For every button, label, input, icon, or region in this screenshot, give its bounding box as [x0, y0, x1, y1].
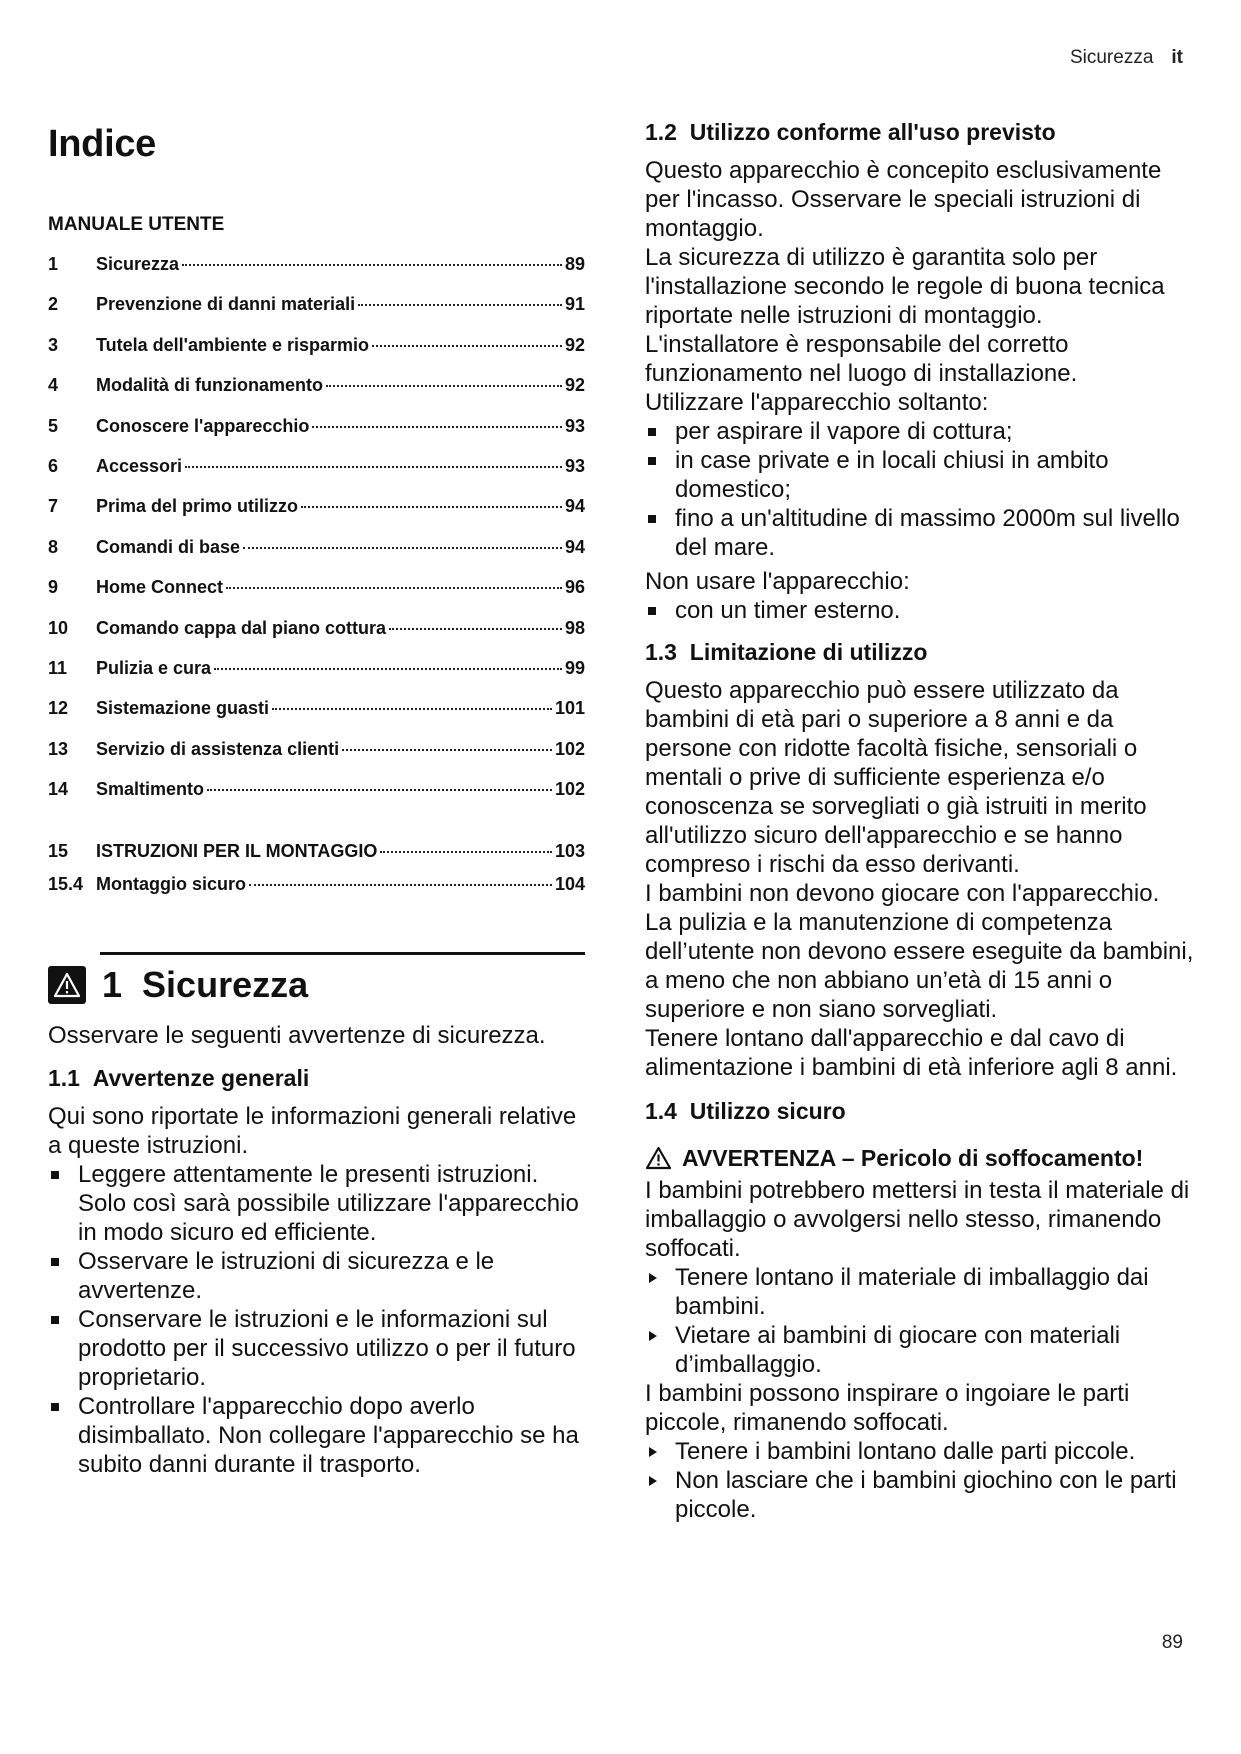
toc-title: Comando cappa dal piano cottura [96, 617, 387, 638]
toc-title: Montaggio sicuro [96, 874, 246, 895]
bullet-list [48, 1160, 585, 1479]
list-item: Tenere lontano il materiale di imballaggio dai bambini. [645, 1263, 1195, 1321]
toc-leader [182, 264, 562, 266]
warning-heading [645, 1144, 1195, 1172]
paragraph: Questo apparecchio è concepito esclusivamente per l'incasso. Osservare le speciali istruzioni di montaggio. [645, 157, 1162, 242]
list-item: Controllare l'apparecchio dopo averlo disimballato. Non collegare l'apparecchio se ha subito danni durante il trasporto. [48, 1392, 585, 1479]
toc-entry[interactable] [48, 737, 585, 777]
section-title: Limitazione di utilizzo [689, 639, 928, 665]
toc-title: Tutela dell'ambiente e risparmio [96, 334, 370, 355]
chapter-rule [100, 952, 585, 955]
toc-title: ISTRUZIONI PER IL MONTAGGIO [96, 841, 378, 862]
toc-num: 11 [48, 657, 68, 678]
toc-num: 4 [48, 375, 59, 396]
list-item: Non lasciare che i bambini giochino con le parti piccole. [645, 1466, 1195, 1524]
list-item: Leggere attentamente le presenti istruzioni. Solo così sarà possibile utilizzare l'apparecchio in modo sicuro ed efficiente. [48, 1160, 585, 1247]
toc-page: 99 [564, 657, 585, 678]
toc-leader [326, 385, 562, 387]
toc-entry[interactable] [48, 414, 585, 454]
paragraph: Qui sono riportate le informazioni generali relative a queste istruzioni. [48, 1103, 577, 1160]
header-language: it [1171, 47, 1183, 68]
toc-num: 13 [48, 738, 69, 759]
toc-gap [48, 817, 585, 839]
paragraph: Questo apparecchio può essere utilizzato da bambini di età pari o superiore a 8 anni e da persone con ridotte facoltà fisiche, sensoriali o mentali o prive di sufficiente esperienza e/o conoscenza se sorvegliati o già istruiti in merito all'utilizzo sicuro dell'apparecchio e se hanno compreso i rischi da esso derivanti. [645, 677, 1147, 878]
toc-title: Prima del primo utilizzo [96, 496, 299, 517]
toc-title: Comandi di base [96, 536, 241, 557]
toc-page: 101 [554, 698, 585, 719]
toc-num: 2 [48, 294, 59, 315]
list-item: Vietare ai bambini di giocare con materiali d’imballaggio. [645, 1321, 1195, 1379]
toc-entry[interactable] [48, 777, 585, 817]
toc-title: Prevenzione di danni materiali [96, 294, 356, 315]
toc-title: Accessori [96, 455, 183, 476]
toc-entry[interactable] [48, 575, 585, 615]
warning-icon [48, 966, 86, 1004]
toc-entry[interactable] [48, 535, 585, 575]
toc-num: 6 [48, 455, 59, 476]
chapter-intro: Osservare le seguenti avvertenze di sicurezza. [48, 1022, 546, 1050]
toc-page: 93 [564, 415, 585, 436]
toc-leader [342, 749, 552, 751]
toc-entry[interactable] [48, 333, 585, 373]
bullet-list [645, 596, 1195, 625]
page-number: 89 [1161, 1632, 1183, 1653]
toc-leader [226, 587, 562, 589]
toc-num: 10 [48, 617, 69, 638]
chapter-title [102, 957, 308, 1013]
toc-leader [185, 466, 562, 468]
toc-entry[interactable] [48, 252, 585, 292]
toc-num: 3 [48, 334, 59, 355]
paragraph: Tenere lontano dall'apparecchio e dal cavo di alimentazione i bambini di età inferiore agli 8 anni. [645, 1025, 1178, 1081]
toc-entry[interactable] [48, 292, 585, 332]
list-item: per aspirare il vapore di cottura; [645, 417, 1195, 446]
toc-entry[interactable] [48, 872, 585, 905]
section-number: 1.1 [48, 1065, 80, 1092]
toc-entry[interactable] [48, 656, 585, 696]
toc-title: Smaltimento [96, 779, 205, 800]
toc-title: Pulizia e cura [96, 657, 212, 678]
toc-leader [214, 668, 562, 670]
toc-num: 5 [48, 415, 59, 436]
toc-num: 15.4 [48, 874, 84, 895]
toc-page: 94 [564, 536, 585, 557]
toc-leader [301, 506, 562, 508]
toc-page: 92 [564, 334, 585, 355]
toc-entry[interactable] [48, 696, 585, 736]
chapter-title-text: Sicurezza [142, 964, 309, 1006]
paragraph: Utilizzare l'apparecchio soltanto: [645, 389, 989, 416]
toc-page: 89 [564, 254, 585, 274]
toc-page: 102 [554, 779, 585, 800]
toc-title: Sistemazione guasti [96, 698, 270, 719]
paragraph: L'installatore è responsabile del corretto funzionamento nel luogo di installazione. [645, 331, 1078, 387]
section-number: 1.3 [645, 639, 677, 665]
toc-leader [372, 345, 562, 347]
section-title: Utilizzo conforme all'uso previsto [689, 119, 1056, 145]
paragraph: I bambini possono inspirare o ingoiare le parti piccole, rimanendo soffocati. [645, 1380, 1130, 1436]
header-section: Sicurezza [1069, 47, 1154, 68]
toc-title: Servizio di assistenza clienti [96, 738, 340, 759]
paragraph: I bambini non devono giocare con l'apparecchio. [645, 880, 1160, 907]
section-title: Avvertenze generali [92, 1065, 310, 1092]
chapter-heading [48, 957, 585, 1013]
list-item: Conservare le istruzioni e le informazioni sul prodotto per il successivo utilizzo o per il futuro proprietario. [48, 1305, 585, 1392]
section-heading [645, 1096, 1195, 1126]
manual-label: MANUALE UTENTE [48, 214, 225, 235]
toc-page: 91 [564, 294, 585, 315]
toc-page: 93 [564, 455, 585, 476]
section-heading [48, 1063, 585, 1093]
paragraph: La pulizia e la manutenzione di competenza dell’utente non devono essere eseguite da bambini, a meno che non abbiano un’età di 15 anni o superiore e non siano sorvegliati. [645, 909, 1194, 1023]
paragraph: I bambini potrebbero mettersi in testa il materiale di imballaggio o avvolgersi nello stesso, rimanendo soffocati. [645, 1177, 1190, 1262]
left-column [48, 118, 585, 1479]
toc-leader [272, 708, 552, 710]
toc-num: 8 [48, 536, 59, 557]
toc-page: 104 [554, 874, 585, 895]
toc-num: 1 [48, 254, 59, 274]
paragraph: Non usare l'apparecchio: [645, 568, 910, 595]
list-item: fino a un'altitudine di massimo 2000m sul livello del mare. [645, 504, 1195, 562]
toc-leader [312, 426, 562, 428]
toc-leader [207, 789, 552, 791]
toc-page: 102 [554, 738, 585, 759]
warning-title: AVVERTENZA – Pericolo di soffocamento! [682, 1145, 1144, 1171]
step-list [645, 1263, 1195, 1379]
toc-leader [243, 547, 562, 549]
section-heading [645, 117, 1195, 147]
toc-num: 12 [48, 698, 69, 719]
list-item: Osservare le istruzioni di sicurezza e le avvertenze. [48, 1247, 585, 1305]
toc-leader [358, 304, 562, 306]
table-of-contents [48, 252, 585, 905]
toc-num: 9 [48, 577, 59, 598]
toc-page: 98 [564, 617, 585, 638]
index-title: Indice [48, 123, 157, 165]
section-number: 1.4 [645, 1098, 677, 1124]
section-heading [645, 637, 1195, 667]
toc-page: 92 [564, 375, 585, 396]
toc-leader [249, 884, 552, 886]
right-column [645, 117, 1195, 1524]
list-item: in case private e in locali chiusi in ambito domestico; [645, 446, 1195, 504]
toc-page: 103 [554, 841, 585, 862]
chapter-number: 1 [102, 964, 123, 1006]
toc-leader [389, 628, 562, 630]
running-header [1070, 47, 1183, 69]
toc-title: Modalità di funzionamento [96, 375, 323, 396]
paragraph: La sicurezza di utilizzo è garantita solo per l'installazione secondo le regole di buona tecnica riportate nelle istruzioni di montaggio. [645, 244, 1165, 329]
warning-triangle-icon [645, 1146, 672, 1170]
toc-title: Home Connect [96, 577, 224, 598]
toc-entry[interactable] [48, 373, 585, 413]
toc-num: 14 [48, 779, 69, 800]
toc-title: Conoscere l'apparecchio [96, 415, 310, 436]
section-number: 1.2 [645, 119, 677, 145]
toc-entry[interactable] [48, 839, 585, 872]
toc-leader [380, 851, 552, 853]
toc-title: Sicurezza [96, 254, 180, 274]
toc-num: 15 [48, 841, 69, 862]
toc-entry[interactable] [48, 454, 585, 494]
toc-page: 94 [564, 496, 585, 517]
toc-entry[interactable] [48, 616, 585, 656]
bullet-list [645, 417, 1195, 562]
toc-num: 7 [48, 496, 59, 517]
section-title: Utilizzo sicuro [689, 1098, 846, 1124]
toc-entry[interactable] [48, 494, 585, 534]
step-list [645, 1437, 1195, 1524]
list-item: con un timer esterno. [645, 596, 1195, 625]
list-item: Tenere i bambini lontano dalle parti piccole. [645, 1437, 1195, 1466]
toc-page: 96 [564, 577, 585, 598]
